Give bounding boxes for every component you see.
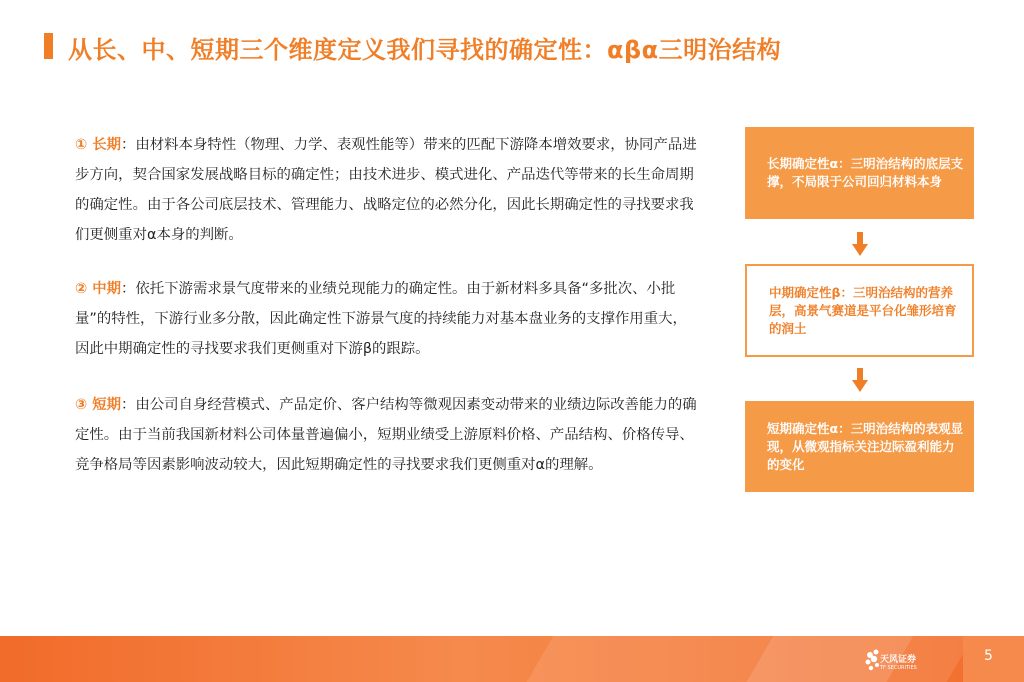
logo-text: 天风证券	[880, 655, 917, 665]
box-mid-term-beta	[745, 264, 974, 357]
title-accent-bar	[44, 33, 53, 59]
box-text: 中期确定性β：三明治结构的营养层，高景气赛道是平台化雏形培育的润土	[769, 284, 957, 336]
paragraph-lead: ② 中期	[75, 281, 121, 297]
paragraph-text: ：由材料本身特性（物理、力学、表观性能等）带来的匹配下游降本增效要求，协同产品进步方向，契合国家发展战略目标的确定性；由技术进步、模式进化、产品迭代等带来的长生命周期的确定性。由于各公司底层技术、管理能力、战略定位的必然分化，因此长期确定性的寻找要求我们更侧重对α本身的判断。	[75, 137, 697, 243]
paragraph-text: ：依托下游需求景气度带来的业绩兑现能力的确定性。由于新材料多具备“多批次、小批量”的特性，下游行业多分散，因此确定性下游景气度的持续能力对基本盘业务的支撑作用重大，因此中期确定性的寻找要求我们更侧重对下游β的跟踪。	[75, 281, 687, 357]
paragraph-long-term	[75, 130, 700, 250]
page-number: 5	[984, 648, 993, 664]
paragraph-lead: ① 长期	[75, 137, 121, 153]
paragraph-lead: ③ 短期	[75, 397, 121, 413]
arrow-down-icon	[852, 368, 868, 392]
box-long-term-alpha	[745, 127, 974, 219]
paragraph-short-term	[75, 390, 700, 480]
box-text: 短期确定性α：三明治结构的表观显现，从微观指标关注边际盈利能力的变化	[767, 420, 964, 472]
box-text: 长期确定性α：三明治结构的底层支撑，不局限于公司回归材料本身	[767, 156, 964, 189]
arrow-down-icon	[852, 232, 868, 256]
paragraph-mid-term	[75, 274, 700, 364]
box-short-term-alpha	[745, 401, 974, 492]
paragraph-text: ：由公司自身经营模式、产品定价、客户结构等微观因素变动带来的业绩边际改善能力的确定性。由于当前我国新材料公司体量普遍偏小，短期业绩受上游原料价格、产品结构、价格传导、竞争格局等因素影响波动较大，因此短期确定性的寻找要求我们更侧重对α的理解。	[75, 397, 697, 473]
logo-subtext: TF SECURITIES	[880, 665, 917, 671]
page-number-panel	[963, 636, 1024, 682]
page-title: 从长、中、短期三个维度定义我们寻找的确定性：αβα三明治结构	[68, 36, 782, 64]
